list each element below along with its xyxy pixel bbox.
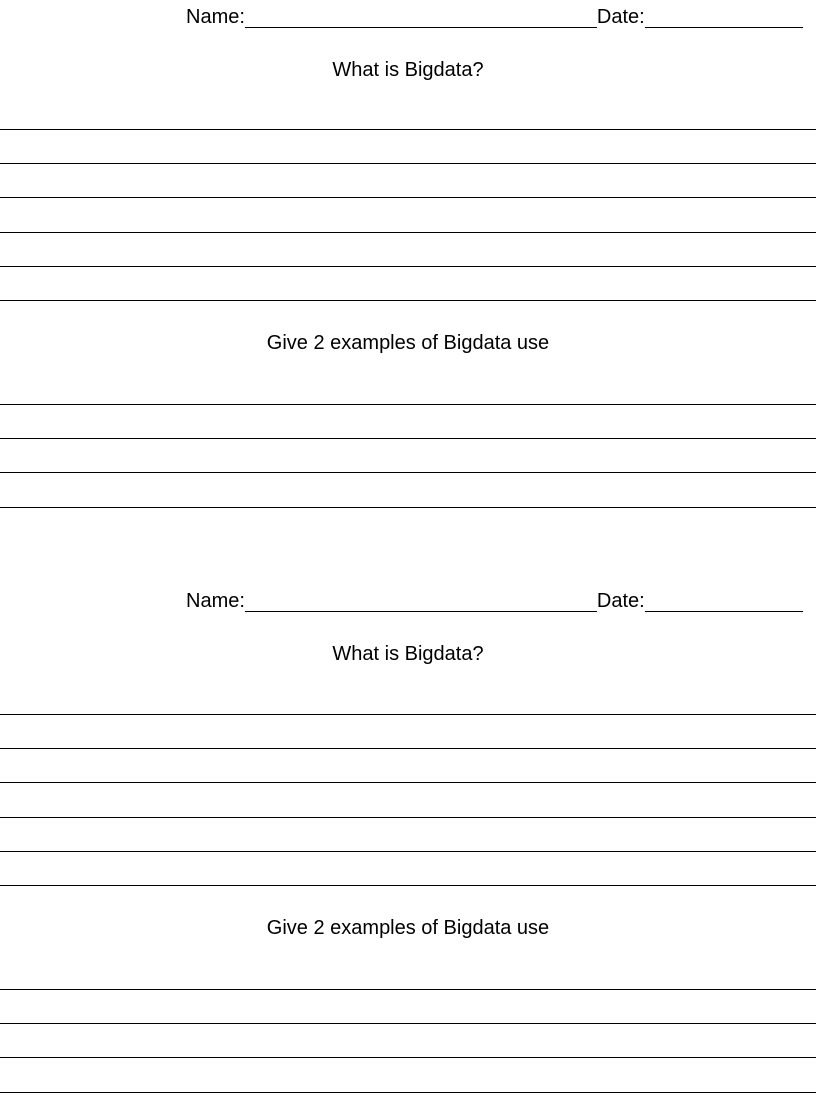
answer-line xyxy=(0,817,816,818)
name-blank xyxy=(245,6,597,28)
answer-line xyxy=(0,851,816,852)
question-examples-of-bigdata: Give 2 examples of Bigdata use xyxy=(266,332,550,354)
question-what-is-bigdata: What is Bigdata? xyxy=(332,59,484,81)
answer-line xyxy=(0,129,816,130)
name-date-row xyxy=(186,6,803,28)
answer-line xyxy=(0,266,816,267)
answer-line xyxy=(0,472,816,473)
answer-line xyxy=(0,507,816,508)
date-blank xyxy=(645,6,803,28)
answer-line xyxy=(0,404,816,405)
date-blank xyxy=(645,590,803,612)
name-label: Name: xyxy=(186,6,245,28)
date-label: Date: xyxy=(596,6,645,28)
date-label: Date: xyxy=(596,590,645,612)
question-examples-of-bigdata: Give 2 examples of Bigdata use xyxy=(266,917,550,939)
name-label: Name: xyxy=(186,590,245,612)
answer-line xyxy=(0,1023,816,1024)
answer-line xyxy=(0,714,816,715)
answer-line xyxy=(0,300,816,301)
answer-line xyxy=(0,1057,816,1058)
answer-line xyxy=(0,1092,816,1093)
answer-line xyxy=(0,885,816,886)
answer-line xyxy=(0,197,816,198)
question-what-is-bigdata: What is Bigdata? xyxy=(332,643,484,665)
answer-line xyxy=(0,438,816,439)
name-blank xyxy=(245,590,597,612)
answer-line xyxy=(0,989,816,990)
name-date-row xyxy=(186,590,803,612)
answer-line xyxy=(0,163,816,164)
answer-line xyxy=(0,748,816,749)
answer-line xyxy=(0,232,816,233)
answer-line xyxy=(0,782,816,783)
